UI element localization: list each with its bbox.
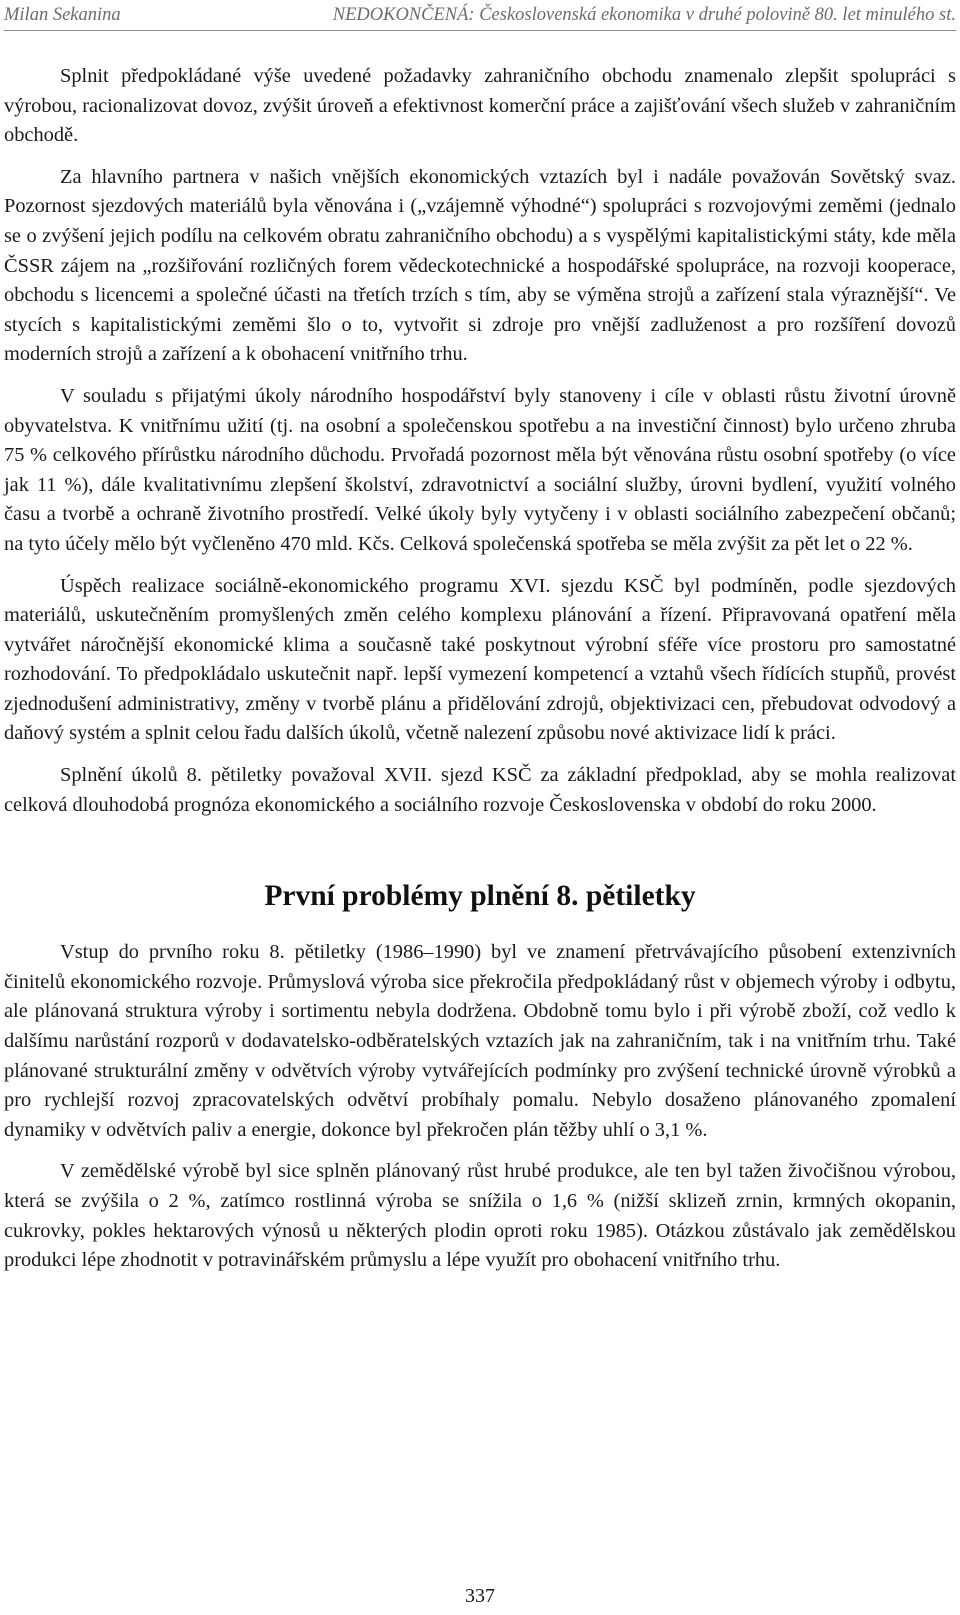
paragraph: Splnit předpokládané výše uvedené požadavky zahraničního obchodu znamenalo zlepšit spolupráci s výrobou, racionalizovat dovoz, zvýšit úroveň a efektivnost komerční práce a zajišťování všech služeb v zahraničním obchodě. (4, 65, 956, 147)
paragraph: Vstup do prvního roku 8. pětiletky (1986–1990) byl ve znamení přetrvávajícího působení extenzivních činitelů ekonomického rozvoje. Průmyslová výroba sice překročila předpokládaný růst v objemech výroby i odbytu, ale plánovaná struktura výroby i sortimentu nebyla dodržena. Obdobně tomu bylo i při výrobě zboží, což vedlo k dalšímu narůstání rozporů v dodavatelsko-odběratelských vztazích jak na zahraničním, tak i na vnitřním trhu. Také plánované strukturální změny v odvětvích výroby vytvářejících podmínky pro zvýšení technické úrovně výrobků a pro rychlejší rozvoj zpracovatelských odvětví probíhaly pomalu. Nebylo dosaženo plánovaného zpomalení dynamiky v odvětvích paliv a energie, dokonce byl překročen plán těžby uhlí o 3,1 %. (4, 941, 956, 1141)
running-header (4, 4, 956, 31)
paragraph: Splnění úkolů 8. pětiletky považoval XVII. sjezd KSČ za základní předpoklad, aby se mohla realizovat celková dlouhodobá prognóza ekonomického a sociálního rozvoje Československa v období do roku 2000. (4, 764, 956, 816)
page-body (4, 62, 956, 1276)
paragraph: V souladu s přijatými úkoly národního hospodářství byly stanoveny i cíle v oblasti růstu životní úrovně obyvatelstva. K vnitřnímu užití (tj. na osobní a společenskou spotřebu a na investiční činnost) bylo určeno zhruba 75 % celkového přírůstku národního důchodu. Prvořadá pozornost měla být věnována růstu osobní spotřeby (o více jak 11 %), dále kvalitativnímu zlepšení školství, zdravotnictví a sociální služby, úrovni bydlení, využití volného času a tvorbě a ochraně životního prostředí. Velké úkoly byly vytyčeny i v oblasti sociálního zabezpečení občanů; na tyto účely mělo být vyčleněno 470 mld. Kčs. Celková společenská spotřeba se měla zvýšit za pět let o 22 %. (4, 384, 956, 555)
page-number: 337 (465, 1585, 495, 1607)
paragraph: Za hlavního partnera v našich vnějších ekonomických vztazích byl i nadále považován Sovětský svaz. Pozornost sjezdových materiálů byla věnována i („vzájemně výhodné“) spolupráci s rozvojovými zeměmi (jednalo se o zvýšení jejich podílu na celkovém obratu zahraničního obchodu) a s vyspělými kapitalistickými státy, kde měla ČSSR zájem na „rozšiřování rozličných forem vědeckotechnické a hospodářské spolupráce, na rozvoji kooperace, obchodu s licencemi a společné účasti na třetích trzích s tím, aby se výměna strojů a zařízení stala výraznější“. Ve stycích s kapitalistickými zeměmi šlo o to, vytvořit si zdroje pro vnější zadluženost a pro rozšíření dovozů moderních strojů a zařízení a k obohacení vnitřního trhu. (4, 165, 956, 366)
paragraph: Úspěch realizace sociálně-ekonomického programu XVI. sjezdu KSČ byl podmíněn, podle sjezdových materiálů, uskutečněním promyšlených změn celého komplexu plánování a řízení. Připravovaná opatření měla vytvářet náročnější ekonomické klima a současně také poskytnout výrobní sféře více prostoru pro samostatné rozhodování. To předpokládalo uskutečnit např. lepší vymezení kompetencí a vztahů všech řídících stupňů, provést zjednodušení administrativy, změny v tvorbě plánu a přidělování zdrojů, objektivizaci cen, přebudovat odvodový a daňový systém a splnit celou řadu dalších úkolů, včetně nalezení způsobu nové aktivizace lidí k práci. (4, 574, 956, 745)
header-author: Milan Sekanina (4, 5, 121, 25)
paragraph: V zemědělské výrobě byl sice splněn plánovaný růst hrubé produkce, ale ten byl tažen živočišnou výrobou, která se zvýšila o 2 %, zatímco rostlinná výroba se snížila o 1,6 % (nižší sklizeň zrnin, krmných okopanin, cukrovky, pokles hektarových výnosů u některých plodin oproti roku 1985). Otázkou zůstávalo jak zemědělskou produkci lépe zhodnotit v potravinářském průmyslu a lépe využít pro obohacení vnitřního trhu. (4, 1160, 956, 1272)
header-title: NEDOKONČENÁ: Československá ekonomika v druhé polovině 80. let minulého st. (332, 5, 956, 25)
section-heading: První problémy plnění 8. pětiletky (264, 880, 696, 913)
